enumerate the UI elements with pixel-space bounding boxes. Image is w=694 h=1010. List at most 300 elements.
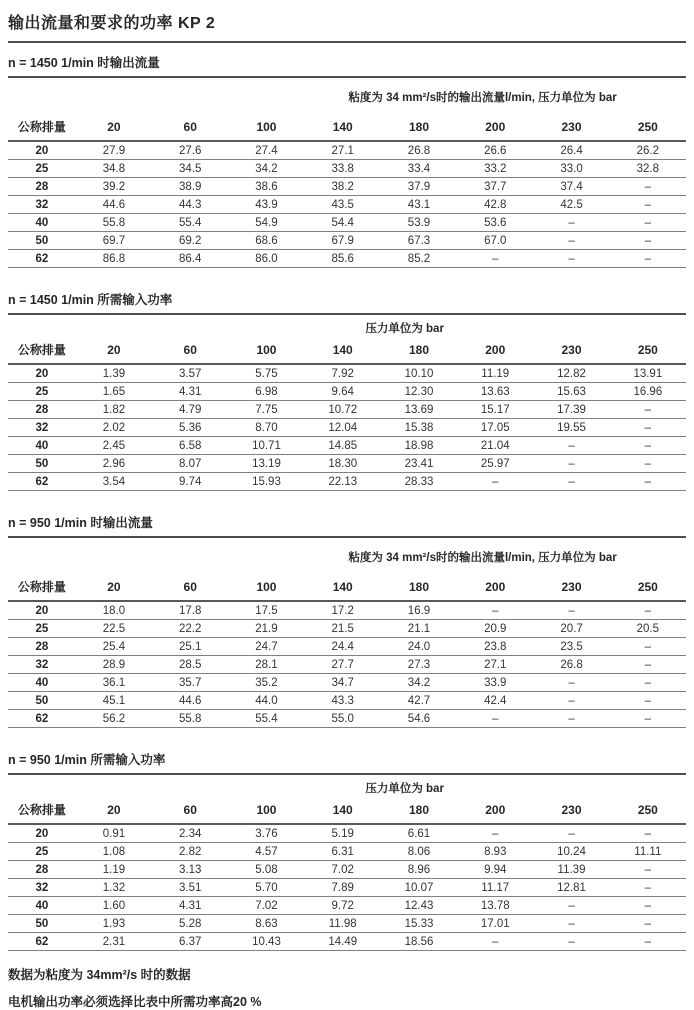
value-cell: 6.61 <box>407 827 431 840</box>
value-cell: 26.8 <box>560 658 583 671</box>
pressure-column-header: 20 <box>76 337 152 364</box>
value-cell: 55.8 <box>102 216 126 229</box>
value-cell: – <box>492 827 499 840</box>
displacement-label: 50 <box>35 917 49 930</box>
value-cell: 1.39 <box>102 367 126 380</box>
value-cell: 11.11 <box>634 845 662 858</box>
value-cell: 10.24 <box>557 845 586 858</box>
value-cell: 85.2 <box>407 252 431 265</box>
value-cell: 36.1 <box>102 676 126 689</box>
table-row <box>8 656 686 674</box>
table-row <box>8 915 686 933</box>
displacement-label: 25 <box>35 385 49 398</box>
value-cell: 13.69 <box>404 403 434 416</box>
value-cell: 35.7 <box>179 676 202 689</box>
value-cell: 1.08 <box>102 845 126 858</box>
value-cell: 13.19 <box>252 457 281 470</box>
displacement-label: 25 <box>35 845 49 858</box>
value-cell: – <box>644 658 652 671</box>
value-cell: 43.9 <box>255 198 278 211</box>
value-cell: 12.43 <box>404 899 434 912</box>
value-cell: 33.0 <box>560 162 583 175</box>
value-cell: – <box>568 676 575 689</box>
value-cell: 6.58 <box>179 439 202 452</box>
value-cell: 55.4 <box>255 712 278 725</box>
table-row <box>8 214 686 232</box>
value-cell: 44.0 <box>255 694 278 707</box>
value-cell: 55.0 <box>331 712 354 725</box>
flow-table-950 <box>8 574 686 728</box>
value-cell: 20.5 <box>636 622 660 635</box>
displacement-label: 28 <box>35 863 49 876</box>
value-cell: 3.57 <box>179 367 202 380</box>
pressure-column-header: 140 <box>305 337 381 364</box>
value-cell: 9.64 <box>331 385 354 398</box>
value-cell: 15.93 <box>252 475 281 488</box>
value-cell: 6.37 <box>179 935 202 948</box>
value-cell: 44.3 <box>179 198 202 211</box>
value-cell: 26.4 <box>560 144 583 157</box>
row-header-label: 公称排量 <box>8 797 76 824</box>
value-cell: 13.63 <box>480 385 510 398</box>
value-cell: 2.34 <box>179 827 202 840</box>
table-row <box>8 674 686 692</box>
pressure-column-header: 250 <box>610 337 686 364</box>
value-cell: – <box>644 881 652 894</box>
value-cell: – <box>644 899 652 912</box>
value-cell: – <box>644 694 652 707</box>
value-cell: – <box>568 457 575 470</box>
value-cell: 44.6 <box>179 694 202 707</box>
value-cell: 42.5 <box>560 198 583 211</box>
pressure-column-header: 20 <box>76 114 152 141</box>
value-cell: – <box>568 216 575 229</box>
value-cell: 37.7 <box>484 180 507 193</box>
value-cell: 4.57 <box>255 845 278 858</box>
value-cell: 69.2 <box>179 234 202 247</box>
value-cell: – <box>644 640 652 653</box>
value-cell: 21.1 <box>407 622 431 635</box>
value-cell: 17.2 <box>331 604 354 617</box>
flow-table-1450 <box>8 114 686 268</box>
displacement-label: 28 <box>35 403 49 416</box>
displacement-label: 50 <box>35 234 49 247</box>
value-cell: – <box>644 252 652 265</box>
pressure-column-header: 180 <box>381 574 457 601</box>
table-row <box>8 250 686 268</box>
value-cell: 44.6 <box>102 198 126 211</box>
value-cell: 25.1 <box>179 640 202 653</box>
value-cell: 11.39 <box>557 863 586 876</box>
value-cell: 24.4 <box>331 640 354 653</box>
table-row <box>8 843 686 861</box>
value-cell: – <box>644 676 652 689</box>
value-cell: 18.98 <box>404 439 434 452</box>
value-cell: 18.56 <box>404 935 434 948</box>
value-cell: 16.96 <box>633 385 663 398</box>
value-cell: 13.78 <box>480 899 510 912</box>
table-note-power-950: 压力单位为 bar <box>365 783 444 795</box>
value-cell: 13.91 <box>633 367 663 380</box>
displacement-label: 25 <box>35 622 49 635</box>
value-cell: 21.9 <box>255 622 278 635</box>
value-cell: 4.79 <box>179 403 202 416</box>
value-cell: 1.82 <box>102 403 126 416</box>
value-cell: 43.5 <box>331 198 354 211</box>
pressure-column-header: 60 <box>152 114 228 141</box>
value-cell: 5.28 <box>179 917 202 930</box>
pressure-column-header: 100 <box>228 797 304 824</box>
value-cell: 7.02 <box>331 863 354 876</box>
value-cell: 32.8 <box>636 162 660 175</box>
table-row <box>8 692 686 710</box>
value-cell: 86.8 <box>102 252 126 265</box>
section-heading-power-950: n = 950 1/min 所需输入功率 <box>8 750 686 775</box>
value-cell: 7.75 <box>255 403 278 416</box>
value-cell: 10.72 <box>328 403 358 416</box>
value-cell: 8.96 <box>407 863 431 876</box>
value-cell: 86.4 <box>179 252 202 265</box>
value-cell: 9.94 <box>484 863 507 876</box>
value-cell: 27.1 <box>331 144 354 157</box>
value-cell: – <box>644 827 652 840</box>
section-flow-1450 <box>8 53 686 268</box>
value-cell: 67.3 <box>407 234 431 247</box>
pressure-column-header: 20 <box>76 797 152 824</box>
displacement-label: 40 <box>35 899 49 912</box>
value-cell: 21.5 <box>331 622 354 635</box>
value-cell: 11.17 <box>481 881 510 894</box>
displacement-label: 62 <box>35 935 49 948</box>
section-heading-flow-950: n = 950 1/min 时输出流量 <box>8 513 686 538</box>
value-cell: 67.9 <box>331 234 354 247</box>
value-cell: 28.33 <box>404 475 434 488</box>
value-cell: 7.92 <box>331 367 354 380</box>
value-cell: 68.6 <box>255 234 278 247</box>
value-cell: – <box>492 252 499 265</box>
pressure-column-header: 230 <box>533 574 609 601</box>
value-cell: 8.70 <box>255 421 278 434</box>
pressure-column-header: 180 <box>381 114 457 141</box>
value-cell: 5.75 <box>255 367 278 380</box>
value-cell: – <box>492 475 499 488</box>
value-cell: 17.39 <box>557 403 586 416</box>
table-row <box>8 437 686 455</box>
pressure-column-header: 60 <box>152 797 228 824</box>
value-cell: 20.9 <box>484 622 507 635</box>
power-table-1450 <box>8 337 686 491</box>
value-cell: 25.4 <box>102 640 126 653</box>
value-cell: – <box>644 403 652 416</box>
table-row <box>8 455 686 473</box>
page-title: 输出流量和要求的功率 KP 2 <box>8 9 686 43</box>
value-cell: 17.01 <box>480 917 510 930</box>
value-cell: 14.85 <box>328 439 358 452</box>
value-cell: 8.93 <box>484 845 507 858</box>
table-row <box>8 160 686 178</box>
value-cell: 8.06 <box>407 845 431 858</box>
value-cell: 16.9 <box>407 604 431 617</box>
displacement-label: 20 <box>35 827 49 840</box>
value-cell: – <box>568 935 575 948</box>
value-cell: – <box>492 935 499 948</box>
value-cell: – <box>644 180 652 193</box>
section-flow-950 <box>8 513 686 728</box>
value-cell: 28.5 <box>179 658 202 671</box>
value-cell: 1.60 <box>102 899 126 912</box>
table-note-flow-1450: 粘度为 34 mm²/s时的输出流量l/min, 压力单位为 bar <box>348 92 617 104</box>
value-cell: 53.9 <box>407 216 431 229</box>
value-cell: 18.30 <box>328 457 358 470</box>
value-cell: 23.8 <box>484 640 507 653</box>
row-header-label: 公称排量 <box>8 337 76 364</box>
value-cell: – <box>568 439 575 452</box>
value-cell: – <box>644 421 652 434</box>
value-cell: 38.6 <box>255 180 278 193</box>
value-cell: 56.2 <box>102 712 126 725</box>
pressure-column-header: 20 <box>76 574 152 601</box>
value-cell: 2.45 <box>102 439 126 452</box>
pressure-column-header: 180 <box>381 797 457 824</box>
value-cell: 7.89 <box>331 881 354 894</box>
value-cell: 5.19 <box>331 827 354 840</box>
footer-note-viscosity: 数据为粘度为 34mm²/s 时的数据 <box>8 968 191 982</box>
value-cell: 24.7 <box>255 640 278 653</box>
value-cell: 10.43 <box>252 935 281 948</box>
footer-notes <box>8 965 686 1010</box>
pressure-column-header: 200 <box>457 797 533 824</box>
value-cell: 3.51 <box>179 881 202 894</box>
value-cell: 21.04 <box>480 439 510 452</box>
table-row <box>8 196 686 214</box>
pressure-column-header: 250 <box>610 574 686 601</box>
value-cell: 34.2 <box>255 162 278 175</box>
displacement-label: 62 <box>35 712 49 725</box>
value-cell: 34.2 <box>407 676 431 689</box>
value-cell: 11.19 <box>481 367 510 380</box>
value-cell: 1.65 <box>102 385 126 398</box>
table-row <box>8 638 686 656</box>
displacement-label: 40 <box>35 216 49 229</box>
pressure-column-header: 60 <box>152 337 228 364</box>
value-cell: 5.08 <box>255 863 278 876</box>
value-cell: – <box>568 712 575 725</box>
pressure-column-header: 100 <box>228 337 304 364</box>
header-row <box>8 797 686 824</box>
header-row <box>8 337 686 364</box>
value-cell: – <box>644 917 652 930</box>
value-cell: 5.36 <box>179 421 202 434</box>
value-cell: 27.6 <box>179 144 202 157</box>
value-cell: – <box>644 935 652 948</box>
value-cell: 55.8 <box>179 712 202 725</box>
pressure-column-header: 140 <box>305 797 381 824</box>
pressure-column-header: 230 <box>533 114 609 141</box>
value-cell: 85.6 <box>331 252 354 265</box>
value-cell: – <box>644 198 652 211</box>
pressure-column-header: 250 <box>610 797 686 824</box>
value-cell: 43.3 <box>331 694 354 707</box>
value-cell: 43.1 <box>407 198 431 211</box>
value-cell: 10.10 <box>404 367 434 380</box>
section-power-950 <box>8 750 686 951</box>
value-cell: 17.8 <box>179 604 202 617</box>
value-cell: – <box>644 604 652 617</box>
displacement-label: 32 <box>35 881 49 894</box>
value-cell: 33.8 <box>331 162 354 175</box>
value-cell: 12.82 <box>557 367 586 380</box>
value-cell: 15.38 <box>404 421 434 434</box>
value-cell: 27.7 <box>331 658 354 671</box>
value-cell: – <box>644 216 652 229</box>
value-cell: 5.70 <box>255 881 278 894</box>
value-cell: – <box>568 234 575 247</box>
value-cell: 22.2 <box>179 622 202 635</box>
value-cell: – <box>568 252 575 265</box>
table-row <box>8 824 686 843</box>
pressure-column-header: 60 <box>152 574 228 601</box>
displacement-label: 20 <box>35 144 49 157</box>
value-cell: 8.63 <box>255 917 278 930</box>
value-cell: 26.2 <box>636 144 660 157</box>
section-heading-power-1450: n = 1450 1/min 所需输入功率 <box>8 290 686 315</box>
value-cell: 15.17 <box>480 403 510 416</box>
value-cell: 33.4 <box>407 162 431 175</box>
pressure-column-header: 230 <box>533 337 609 364</box>
value-cell: 26.8 <box>407 144 431 157</box>
displacement-label: 50 <box>35 694 49 707</box>
value-cell: 55.4 <box>179 216 202 229</box>
table-row <box>8 933 686 951</box>
value-cell: – <box>492 712 499 725</box>
row-header-label: 公称排量 <box>8 574 76 601</box>
value-cell: 37.4 <box>560 180 583 193</box>
value-cell: 54.6 <box>407 712 431 725</box>
value-cell: – <box>568 475 575 488</box>
displacement-label: 62 <box>35 252 49 265</box>
value-cell: 0.91 <box>102 827 126 840</box>
value-cell: – <box>568 827 575 840</box>
value-cell: 9.72 <box>331 899 354 912</box>
table-note-flow-950: 粘度为 34 mm²/s时的输出流量l/min, 压力单位为 bar <box>348 552 617 564</box>
pressure-column-header: 250 <box>610 114 686 141</box>
value-cell: 17.5 <box>255 604 278 617</box>
table-row <box>8 879 686 897</box>
pressure-column-header: 140 <box>305 574 381 601</box>
value-cell: 45.1 <box>102 694 126 707</box>
pressure-column-header: 200 <box>457 574 533 601</box>
value-cell: 10.71 <box>252 439 281 452</box>
value-cell: 20.7 <box>560 622 583 635</box>
displacement-label: 32 <box>35 198 49 211</box>
value-cell: 3.13 <box>179 863 202 876</box>
value-cell: 1.19 <box>102 863 126 876</box>
value-cell: 25.97 <box>480 457 510 470</box>
value-cell: 15.63 <box>557 385 586 398</box>
value-cell: 42.8 <box>484 198 507 211</box>
table-row <box>8 601 686 620</box>
value-cell: 53.6 <box>484 216 507 229</box>
value-cell: 27.9 <box>102 144 126 157</box>
value-cell: 28.9 <box>102 658 126 671</box>
table-row <box>8 710 686 728</box>
value-cell: – <box>644 457 652 470</box>
value-cell: 23.5 <box>560 640 583 653</box>
footer-note-motor-power: 电机输出功率必须选择比表中所需功率高20 % <box>8 995 262 1009</box>
table-row <box>8 232 686 250</box>
displacement-label: 25 <box>35 162 49 175</box>
value-cell: – <box>644 439 652 452</box>
value-cell: – <box>492 604 499 617</box>
table-row <box>8 383 686 401</box>
table-row <box>8 178 686 196</box>
value-cell: 34.7 <box>331 676 354 689</box>
pressure-column-header: 180 <box>381 337 457 364</box>
value-cell: 86.0 <box>255 252 278 265</box>
displacement-label: 20 <box>35 367 49 380</box>
value-cell: 35.2 <box>255 676 278 689</box>
displacement-label: 50 <box>35 457 49 470</box>
value-cell: – <box>568 604 575 617</box>
value-cell: 27.4 <box>255 144 278 157</box>
value-cell: 42.7 <box>407 694 431 707</box>
value-cell: 54.9 <box>255 216 278 229</box>
table-row <box>8 401 686 419</box>
displacement-label: 32 <box>35 421 49 434</box>
table-row <box>8 364 686 383</box>
pressure-column-header: 230 <box>533 797 609 824</box>
value-cell: 39.2 <box>102 180 126 193</box>
displacement-label: 32 <box>35 658 49 671</box>
value-cell: 34.5 <box>179 162 202 175</box>
value-cell: – <box>644 712 652 725</box>
value-cell: 37.9 <box>407 180 431 193</box>
value-cell: – <box>644 475 652 488</box>
value-cell: 54.4 <box>331 216 354 229</box>
row-header-label: 公称排量 <box>8 114 76 141</box>
displacement-label: 40 <box>35 676 49 689</box>
value-cell: 28.1 <box>255 658 278 671</box>
value-cell: 67.0 <box>484 234 507 247</box>
table-row <box>8 861 686 879</box>
table-row <box>8 419 686 437</box>
displacement-label: 28 <box>35 640 49 653</box>
value-cell: 26.6 <box>484 144 507 157</box>
value-cell: 2.82 <box>179 845 202 858</box>
section-heading-flow-1450: n = 1450 1/min 时输出流量 <box>8 53 686 78</box>
value-cell: 24.0 <box>407 640 431 653</box>
value-cell: 38.9 <box>179 180 202 193</box>
value-cell: 69.7 <box>102 234 126 247</box>
value-cell: 27.3 <box>407 658 431 671</box>
value-cell: 38.2 <box>331 180 354 193</box>
value-cell: – <box>644 234 652 247</box>
section-power-1450 <box>8 290 686 491</box>
value-cell: 12.04 <box>328 421 358 434</box>
value-cell: 3.54 <box>102 475 126 488</box>
value-cell: 2.31 <box>102 935 126 948</box>
value-cell: 14.49 <box>328 935 358 948</box>
displacement-label: 28 <box>35 180 49 193</box>
value-cell: 6.31 <box>331 845 354 858</box>
value-cell: – <box>568 694 575 707</box>
header-row <box>8 574 686 601</box>
value-cell: 15.33 <box>404 917 434 930</box>
displacement-label: 62 <box>35 475 49 488</box>
value-cell: 18.0 <box>102 604 126 617</box>
value-cell: 34.8 <box>102 162 126 175</box>
value-cell: 7.02 <box>255 899 278 912</box>
